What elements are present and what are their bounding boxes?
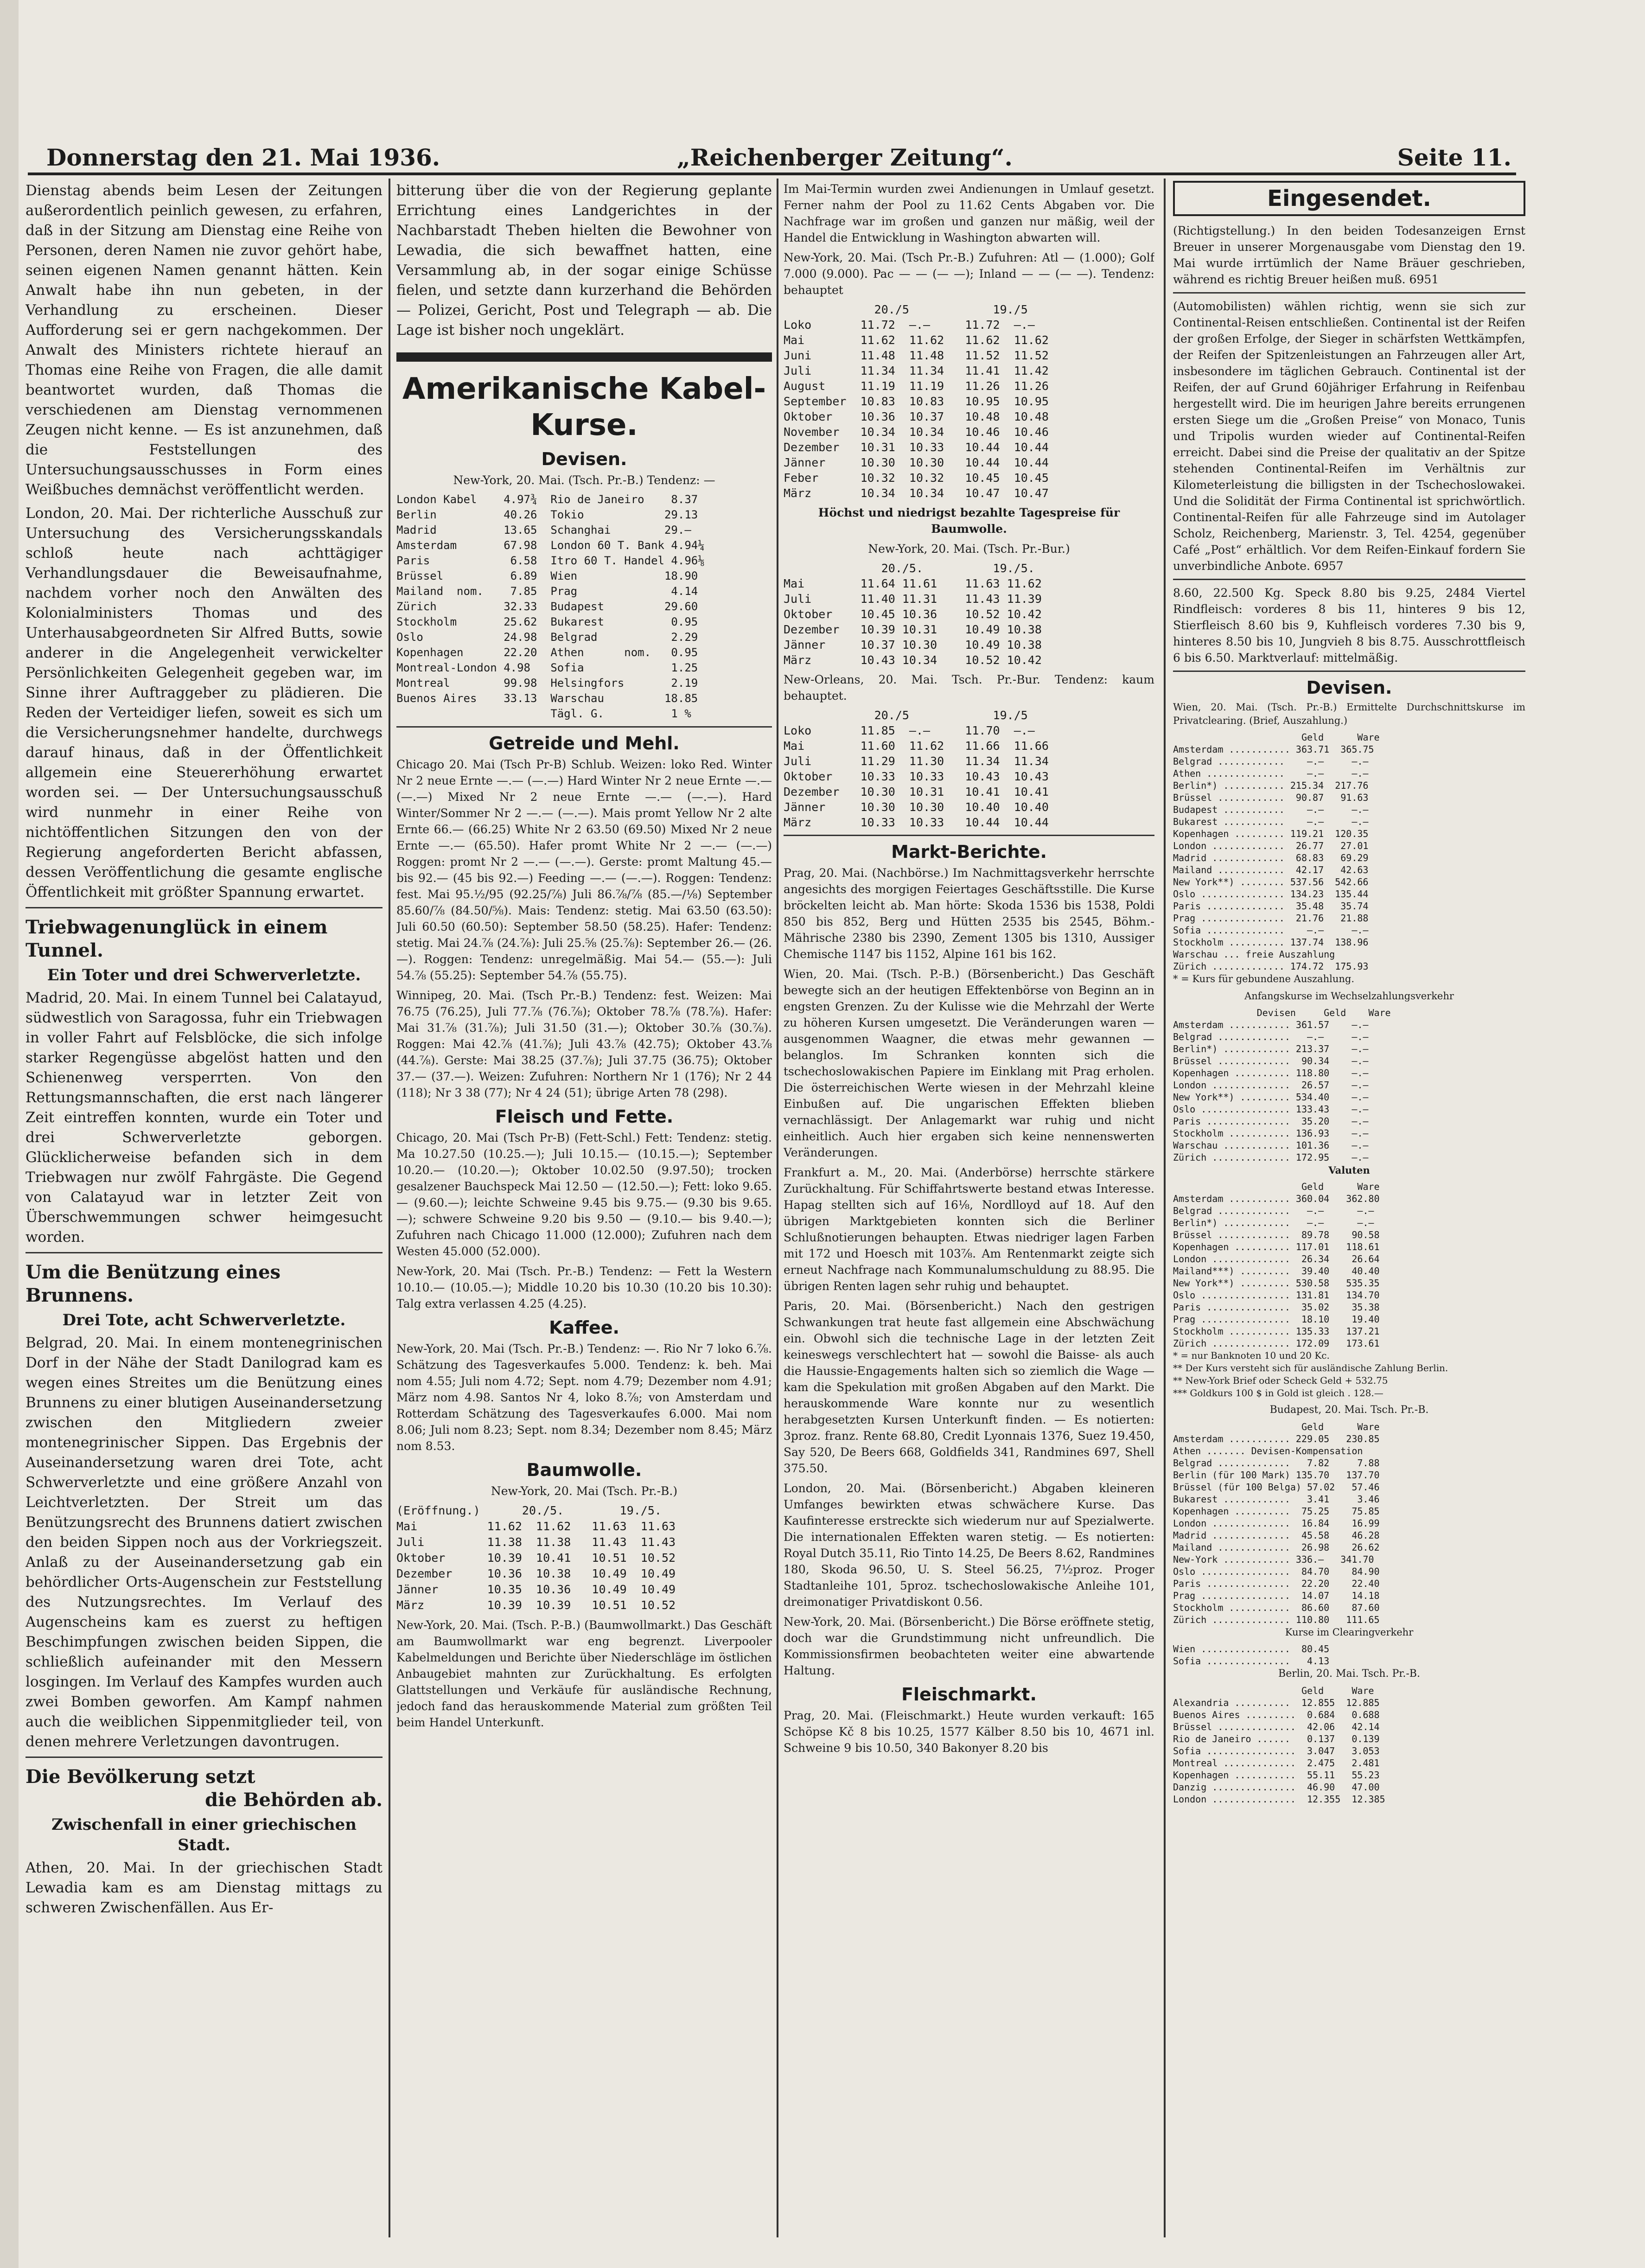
table-row: Zürich .............. 172.09 173.61 [1173, 1338, 1380, 1349]
table-row: Montreal 99.98 Helsingfors 2.19 [396, 677, 698, 690]
table-row: New York**) ........ 537.56 542.66 [1173, 876, 1369, 888]
table-row: London ............. 26.77 27.01 [1173, 840, 1369, 851]
table-row: Mailand ............. 26.98 26.62 [1173, 1542, 1380, 1553]
table-row: August 11.19 11.19 11.26 11.26 [784, 379, 1049, 393]
table-row: Mailand***) ......... 39.40 40.40 [1173, 1265, 1380, 1277]
baumwolle-heading: Baumwolle. [526, 1460, 642, 1480]
column-rule [1164, 179, 1166, 2237]
table-row: Montreal-London 4.98 Sofia 1.25 [396, 661, 698, 674]
column-1 [26, 181, 383, 2240]
valuten-heading: Valuten [1328, 1164, 1370, 1176]
orleans-table [784, 708, 1154, 830]
clearing-table [1173, 1643, 1525, 1667]
divider [1173, 292, 1525, 294]
table-row: Oktober 10.33 10.33 10.43 10.43 [784, 770, 1049, 783]
article-athen: Athen, 20. Mai. In der griechischen Stadt Lewadia kam es am Dienstag mittags zu schweren Zwischenfällen. Aus Er- [26, 1859, 383, 1916]
page-crease [0, 0, 19, 2268]
header-paper-title: „Reichenberger Zeitung“. [677, 144, 1013, 171]
table-row: Warschau ............ 101.36 —.— [1173, 1140, 1369, 1151]
baumwollmarkt-text: New-York, 20. Mai. (Tsch. P.-B.) (Baumwollmarkt.) Das Geschäft am Baumwollmarkt war eng begrenzt. Liverpooler Kabelmeldungen und Berichte über Niederschläge im östlichen Anbaugebiet mahnten zur Zurückhaltung. Es erfolgten Glattstellungen und Verkäufe für ausländische Rechnung, jedoch fand das herauskommende Material zum größten Teil beim Handel Unterkunft. [396, 1618, 772, 1729]
markt-frankfurt: Frankfurt a. M., 20. Mai. (Anderbörse) herrschte stärkere Zurückhaltung. Für Schiffahrtswerte bestand etwas Interesse. Hapag stellten sich auf 16⅛, Nordlloyd auf 18. Auf den übrigen Marktgebieten konnten sich die Berliner Schlußnotierungen behaupten. Etwas niedriger lagen Farben mit 172 und Hoesch mit 103⅞. Am Rentenmarkt zeigte sich erneut Nachfrage nach Kommunalumschuldung zu 88.95. Die übrigen Renten lagen sehr ruhig und behauptet. [784, 1166, 1154, 1293]
baumwolle-table [396, 1503, 772, 1613]
table-row: Mailand nom. 7.85 Prag 4.14 [396, 585, 698, 598]
subheadline-brunnen: Drei Tote, acht Schwerverletzte. [62, 1311, 346, 1329]
table-row: Paris ............... 35.20 —.— [1173, 1116, 1369, 1127]
table-row: Zürich .............. 110.80 111.65 [1173, 1614, 1380, 1625]
table-row: New York**) ......... 530.58 535.35 [1173, 1278, 1380, 1289]
kaffee-heading: Kaffee. [549, 1317, 619, 1338]
table-row: Dezember 10.36 10.38 10.49 10.49 [396, 1567, 676, 1580]
article-london: London, 20. Mai. Der richterliche Ausschuß zur Untersuchung des Versicherungsskandals schloß heute nach achttägiger Verhandlungsdauer die Beweisaufnahme, nachdem vorher noch den Anwälten des Kolonialministers Thomas und des Unterhausabgeordneten Sir Alfred Butts, sowie anderer in die Angelegenheit verwickelter Persönlichkeiten Gelegenheit gegeben war, im Sinne ihrer Auftraggeber zu plädieren. Die Reden der Verteidiger liefen, soweit es sich um die Versicherungsnehmer handelte, durchwegs darauf hinaus, daß in der Öffentlichkeit allgemein eine Steuererhöhung erwartet worden sei. — Der Untersuchungsausschuß wird nunmehr in einer Reihe von nichtöffentlichen Sitzungen den von der Regierung angeforderten Bericht abfassen, dessen Veröffentlichung die gesamte englische Öffentlichkeit mit größter Spannung erwartet. [26, 505, 383, 901]
table-row: Jänner 10.37 10.30 10.49 10.38 [784, 638, 1042, 652]
table-row: Athen ....... Devisen-Kompensation [1173, 1445, 1363, 1457]
table-row: Brüssel .............. 42.06 42.14 [1173, 1721, 1380, 1732]
table-row: Prag ............... 21.76 21.88 [1173, 913, 1369, 924]
table-row: London .............. 26.57 —.— [1173, 1080, 1369, 1091]
table-row: Stockholm .......... 137.74 138.96 [1173, 937, 1369, 948]
table-row: 20./5. 19./5. [784, 562, 1035, 575]
table-row: Dezember 10.31 10.33 10.44 10.44 [784, 441, 1049, 454]
table-row: Geld Ware [1173, 732, 1380, 743]
table-row: Kopenhagen 22.20 Athen nom. 0.95 [396, 646, 698, 659]
table-row: Berlin*) ............ —.— —.— [1173, 1217, 1374, 1228]
table-row: Prag ................ 18.10 19.40 [1173, 1314, 1380, 1325]
table-row: Buenos Aires 33.13 Warschau 18.85 [396, 692, 698, 705]
hoechst-table [784, 561, 1154, 668]
clearing-heading: Kurse im Clearingverkehr [1285, 1627, 1414, 1638]
table-row: Juli 11.29 11.30 11.34 11.34 [784, 754, 1049, 768]
table-row: Belgrad ............ —.— —.— [1173, 756, 1369, 767]
table-row: London Kabel 4.97¾ Rio de Janeiro 8.37 [396, 493, 698, 506]
table-row: Sofia ............... 4.13 [1173, 1655, 1330, 1667]
column-rule [777, 179, 778, 2237]
eingesendet-heading: Eingesendet. [1173, 181, 1525, 216]
table-row: Mai 11.62 11.62 11.63 11.63 [396, 1520, 676, 1533]
table-row: Buenos Aires ......... 0.684 0.688 [1173, 1709, 1380, 1720]
table-row: März 10.39 10.39 10.51 10.52 [396, 1598, 676, 1612]
markt-prag: Prag, 20. Mai. (Nachbörse.) Im Nachmittagsverkehr herrschte angesichts des morgigen Feiertages Geschäftsstille. Die Kurse bröckelten leicht ab. Man hörte: Skoda 1536 bis 1538, Poldi 850 bis 852, Berg und Hütten 2535 bis 2545, Böhm.-Mährische 2380 bis 2390, Zement 1305 bis 1310, Aussiger Chemische 1147 bis 1152, Alpine 161 bis 162. [784, 866, 1154, 961]
table-row: Athen .............. —.— —.— [1173, 768, 1369, 779]
budapest-heading: Budapest, 20. Mai. Tsch. Pr.-B. [1269, 1404, 1429, 1416]
table-row: Geld Ware [1173, 1685, 1374, 1696]
table-row: November 10.34 10.34 10.46 10.46 [784, 425, 1049, 439]
table-row: Brüssel ............ 90.87 91.63 [1173, 792, 1369, 803]
table-row: Madrid .............. 45.58 46.28 [1173, 1530, 1380, 1541]
divider [1173, 671, 1525, 672]
getreide-heading: Getreide und Mehl. [489, 733, 680, 754]
table-row: Juli 11.34 11.34 11.41 11.42 [784, 364, 1049, 377]
note-3: ** New-York Brief oder Scheck Geld + 532.75 [1173, 1375, 1388, 1386]
table-row: Brüssel ............. 90.34 —.— [1173, 1055, 1369, 1067]
table-row: Sofia .............. —.— —.— [1173, 925, 1369, 936]
table-row: London ............... 12.355 12.385 [1173, 1794, 1385, 1805]
headline-bevoelkerung-1: Die Bevölkerung setzt [26, 1766, 255, 1788]
table-row: Juni 11.48 11.48 11.52 11.52 [784, 349, 1049, 362]
table-row: New York**) ......... 534.40 —.— [1173, 1092, 1369, 1103]
table-row: Belgrad ............. —.— —.— [1173, 1205, 1374, 1216]
table-row: März 10.33 10.33 10.44 10.44 [784, 816, 1049, 829]
section-rule [396, 352, 772, 362]
hoechst-source: New-York, 20. Mai. (Tsch. Pr.-Bur.) [868, 542, 1070, 556]
table-row: Oktober 10.45 10.36 10.52 10.42 [784, 607, 1042, 621]
table-row: Berlin 40.26 Tokio 29.13 [396, 508, 698, 521]
article-madrid: Madrid, 20. Mai. In einem Tunnel bei Calatayud, südwestlich von Saragossa, fuhr ein Triebwagen in voller Fahrt auf Felsblöcke, die sich infolge starker Regengüsse abgelöst hatten und den Schienenweg versperrten. Von den Rettungsmannschaften, die erst nach längerer Zeit eintreffen konnten, wurde ein Toter und drei Schwerverletzte geborgen. Glücklicherweise befanden sich in dem Triebwagen nur zwölf Fahrgäste. Die Gegend von Calatayud war in letzter Zeit von Überschwemmungen schwer heimgesucht worden. [26, 990, 383, 1246]
table-row: Oslo ................ 133.43 —.— [1173, 1104, 1369, 1115]
table-row: Zürich .............. 172.95 —.— [1173, 1152, 1369, 1163]
kaffee-text: New-York, 20. Mai (Tsch. Pr.-B.) Tendenz: —. Rio Nr 7 loko 6.⅞. Schätzung des Tagesverkaufes 5.000. Tendenz: k. beh. Mai nom 4.55; Juli nom 4.72; Sept. nom 4.79; Dezember nom 4.91; März nom 4.98. Santos Nr 4, loko 8.⅞; von Amsterdam und Rotterdam Schätzung des Tagesverkaufes 6.000. Mai nom 8.06; Juli nom 8.23; Sept. nom 8.34; Dezember nom 8.45; März nom 8.53. [396, 1342, 772, 1453]
note-1: * = nur Banknoten 10 und 20 Kc. [1173, 1350, 1330, 1361]
table-row: Kopenhagen .......... 117.01 118.61 [1173, 1241, 1380, 1252]
table-row: Warschau ... freie Auszahlung [1173, 949, 1335, 960]
section-title-kabel-kurse: Amerikanische Kabel-Kurse. [402, 372, 766, 442]
headline-brunnen: Um die Benützung eines Brunnens. [26, 1261, 281, 1306]
table-row: Geld Ware [1173, 1181, 1380, 1192]
table-row: Jänner 10.35 10.36 10.49 10.49 [396, 1583, 676, 1596]
column-rule [389, 179, 390, 2237]
divider [396, 726, 772, 728]
table-row: Bukarest ........... —.— —.— [1173, 816, 1369, 827]
table-row: Loko 11.72 —.— 11.72 —.— [784, 318, 1035, 332]
table-row: Loko 11.85 —.— 11.70 —.— [784, 724, 1035, 737]
table-row: New-York ............ 336.— 341.70 [1173, 1554, 1374, 1565]
wien2-table [1173, 1007, 1525, 1163]
table-row: Brüssel ............. 89.78 90.58 [1173, 1229, 1380, 1240]
fleischmarkt-text: Prag, 20. Mai. (Fleischmarkt.) Heute wurden verkauft: 165 Schöpse Kč 8 bis 10.25, 1577 Kälber 8.50 bis 10, 4671 inl. Schweine 9 bis 10.50, 340 Bakonyer 8.20 bis [784, 1709, 1154, 1755]
berlin-heading: Berlin, 20. Mai. Tsch. Pr.-B. [1278, 1668, 1420, 1680]
table-row: Berlin*) ............ 213.37 —.— [1173, 1043, 1369, 1054]
table-row: Oslo ............... 134.23 135.44 [1173, 888, 1369, 900]
richtigstellung-text: (Richtigstellung.) In den beiden Todesanzeigen Ernst Breuer in unserer Morgenausgabe vom Dienstag den 19. Mai wurde irrtümlich der Name Bräuer geschrieben, während es richtig Breuer heißen muß. 6951 [1173, 224, 1525, 286]
column-2 [396, 181, 772, 2240]
table-row: Berlin*) ........... 215.34 217.76 [1173, 780, 1369, 791]
table-row: Oslo ................ 84.70 84.90 [1173, 1566, 1380, 1577]
table-row: Zürich 32.33 Budapest 29.60 [396, 600, 698, 613]
devisen-table [396, 492, 772, 722]
table-row: (Eröffnung.) 20./5. 19./5. [396, 1504, 662, 1517]
headline-bevoelkerung-2: die Behörden ab. [205, 1789, 383, 1811]
table-row: Wien ................ 80.45 [1173, 1643, 1330, 1655]
baumwolle-ny-zufuhren: New-York, 20. Mai. (Tsch Pr.-B.) Zufuhren: Atl — (1.000); Golf 7.000 (9.000). Pac — — (— —); Inland — — (— —). Tendenz: behauptet [784, 251, 1154, 297]
devisen-heading: Devisen. [541, 449, 627, 469]
table-row: Oktober 10.39 10.41 10.51 10.52 [396, 1551, 676, 1565]
valuten-table [1173, 1181, 1525, 1349]
headline-tunnel: Triebwagenunglück in einem Tunnel. [26, 916, 328, 961]
table-row: Devisen Geld Ware [1173, 1007, 1391, 1018]
table-row: Paris .............. 35.48 35.74 [1173, 901, 1369, 912]
divider [784, 835, 1154, 836]
budapest-table [1173, 1421, 1525, 1626]
baumwolle-continuation: Im Mai-Termin wurden zwei Andienungen in Umlauf gesetzt. Ferner nahm der Pool zu 11.62 Cents Abgaben vor. Die Nachfrage war im großen und ganzen nur mäßig, weil der Handel die Entwicklung in Washington abwarten will. [784, 182, 1154, 244]
table-row: Montreal ............. 2.475 2.481 [1173, 1757, 1380, 1769]
table-row: Mai 11.60 11.62 11.66 11.66 [784, 739, 1049, 753]
column-3 [784, 181, 1154, 2240]
article-continuation: Dienstag abends beim Lesen der Zeitungen außerordentlich peinlich gewesen, zu erfahren, daß in der Sitzung am Dienstag eine Reihe von Personen, deren Namen nie zuvor gehört habe, seinen eigenen Namen genannt hätten. Kein Anwalt habe ihn nun gebeten, in der Verhandlung zu erscheinen. Dieser Aufforderung sei er gern nachgekommen. Der Anwalt des Ministers richtete hierauf an Thomas eine Reihe von Fragen, die alle damit beantwortet wurden, daß Thomas die verschiedenen am Dienstag vernommenen Zeugen nicht kenne. — Es ist anzunehmen, daß die Feststellungen des Untersuchungsausschusses in Form eines Weißbuches demnächst veröffentlicht werden. [26, 182, 383, 498]
table-row: Kopenhagen .......... 75.25 75.85 [1173, 1506, 1380, 1517]
winnipeg-text: Winnipeg, 20. Mai. (Tsch Pr.-B.) Tendenz: fest. Weizen: Mai 76.75 (76.25), Juli 77.⅞ (76.⅞); Oktober 78.⅞ (78.⅞). Hafer: Mai 31.⅞ (31.⅞); Juli 31.50 (31.—); Oktober 30.⅞ (30.⅞). Roggen: Mai 42.⅞ (41.⅞); Juli 43.⅞ (42.75); Oktober 43.⅞ (44.⅞). Gerste: Mai 38.25 (37.⅞); Juli 37.75 (36.75); Oktober 37.— (37.—). Weizen: Zufuhren: Northern Nr 1 (176); Nr 2 44 (118); Nr 3 38 (77); Nr 4 24 (51); übrige Arten 78 (298). [396, 989, 772, 1099]
table-row: Jänner 10.30 10.30 10.40 10.40 [784, 800, 1049, 814]
devisen-source: New-York, 20. Mai. (Tsch. Pr.-B.) Tendenz: — [453, 473, 715, 487]
table-row: Mai 11.62 11.62 11.62 11.62 [784, 333, 1049, 347]
table-row: London .............. 16.84 16.99 [1173, 1518, 1380, 1529]
header-rule [28, 172, 1516, 175]
table-row: Stockholm ........... 136.93 —.— [1173, 1128, 1369, 1139]
table-row: Stockholm ........... 135.33 137.21 [1173, 1326, 1380, 1337]
table-row: März 10.43 10.34 10.52 10.42 [784, 653, 1042, 667]
table-row: Madrid 13.65 Schanghai 29.— [396, 524, 691, 537]
table-row: Madrid ............. 68.83 69.29 [1173, 852, 1369, 863]
divider [1173, 579, 1525, 580]
table-row: Berlin (für 100 Mark) 135.70 137.70 [1173, 1469, 1380, 1481]
fleischmarkt-heading: Fleischmarkt. [901, 1684, 1037, 1705]
fleisch-ny-text: New-York, 20. Mai (Tsch. Pr.-B.) Tendenz: — Fett la Western 10.10.— (10.05.—); Middle 10.20 bis 10.30 (10.20 bis 10.30): Talg extra verlassen 4.25 (4.25). [396, 1265, 772, 1310]
hoechst-heading: Höchst und niedrigst bezahlte Tagespreise für Baumwolle. [818, 506, 1120, 536]
table-row: Belgrad ............. 7.82 7.88 [1173, 1457, 1380, 1469]
divider [26, 1757, 383, 1758]
table-row: Oslo ................ 131.81 134.70 [1173, 1290, 1380, 1301]
markt-wien: Wien, 20. Mai. (Tsch. P.-B.) (Börsenbericht.) Das Geschäft bewegte sich an der heutigen Effektenbörse von Beginn an in engsten Grenzen. Zu der Kulisse wie die Mehrzahl der Werte zu höheren Kursen umgesetzt. Die Veränderungen waren — ausgenommen Waagner, die etwas mehr gewannen — belanglos. Im Schranken konnten sich die tschechoslowakischen Papiere im Einklang mit Prag erholen. Die österreichischen Werte wiesen in der Mehrzahl kleine Einbußen auf. Die ungarischen Effekten blieben vernachlässigt. Der Anlagemarkt war ruhig und nicht einheitlich. Auch hier ergaben sich keine nennenswerten Veränderungen. [784, 967, 1154, 1159]
table-row: Zürich ............. 174.72 175.93 [1173, 961, 1369, 972]
header-page-number: Seite 11. [1397, 144, 1511, 171]
table-row: Brüssel 6.89 Wien 18.90 [396, 569, 698, 582]
table-row: Brüssel (für 100 Belga) 57.02 57.46 [1173, 1482, 1380, 1493]
table-row: Tägl. G. 1 % [396, 707, 691, 720]
note-4: *** Goldkurs 100 $ in Gold ist gleich . 128.— [1173, 1387, 1384, 1399]
berlin-table [1173, 1685, 1525, 1805]
table-row: Bukarest ............ 3.41 3.46 [1173, 1494, 1380, 1505]
baumwolle-ny-table [784, 302, 1154, 501]
wien2-heading: Anfangskurse im Wechselzahlungsverkehr [1244, 990, 1454, 1002]
getreide-text: Chicago 20. Mai (Tsch Pr-B) Schlub. Weizen: loko Red. Winter Nr 2 neue Ernte —.— (—.—) Hard Winter Nr 2 neue Ernte —.— (—.—) Mixed Nr 2 neue Ernte —.— (—.—). Hard Winter/Sommer Nr 2 —.— (—.—). Mais promt Yellow Nr 2 alte Ernte 66.— (66.25) White Nr 2 63.50 (69.50) Mixed Nr 2 neue Ernte —.— (65.50). Hafer promt White Nr 2 —.— (—.—) Roggen: promt Nr 2 —.— (—.—). Gerste: promt Maltung 45.— bis 92.— (45 bis 92.—) Feeding —.— (—.—). Roggen: Tendenz: fest. Mai 95.½/95 (92.25/⅞) Juli 86.⅞/⅞ (85.—/⅛) September 85.60/⅞ (84.50/⅝). Mais: Tendenz: stetig. Mai 63.50 (63.50): Juli 60.50 (60.50): September 58.50 (58.25). Hafer: Tendenz: stetig. Mai 24.⅞ (24.⅞): Juli 25.⅝ (25.⅞): September 26.— (26.—). Roggen: Tendenz: unregelmäßig. Mai 54.— (55.—): Juli 54.⅞ (55.25): September 54.⅞ (55.75). [396, 758, 772, 982]
orleans-text: New-Orleans, 20. Mai. Tsch. Pr.-Bur. Tendenz: kaum behauptet. [784, 673, 1154, 703]
table-row: Kopenhagen ......... 119.21 120.35 [1173, 828, 1369, 839]
markt-london: London, 20. Mai. (Börsenbericht.) Abgaben kleineren Umfanges bewirkten etwas schwächere Kurse. Das Kaufinteresse erstreckte sich wiederum nur auf Spezialwerte. Die internationalen Effekten waren stetig. — Es notierten: Royal Dutch 35.11, Rio Tinto 14.25, De Beers 8.62, Randmines 180, Skoda 96.50, U. S. Steel 56.25, 7½proz. Proger Stadtanleihe 101, 5proz. tschechoslowakische Anleihe 101, dreimonatiger Privatdiskont 0.56. [784, 1482, 1154, 1609]
table-row: Kopenhagen ........... 55.11 55.23 [1173, 1770, 1380, 1781]
devisen-heading-2: Devisen. [1306, 677, 1392, 698]
wien-note: * = Kurs für gebundene Auszahlung. [1173, 973, 1355, 984]
table-row: Danzig ............... 46.90 47.00 [1173, 1782, 1380, 1793]
table-row: Rio de Janeiro ...... 0.137 0.139 [1173, 1733, 1380, 1744]
table-row: Budapest ........... —.— —.— [1173, 804, 1369, 815]
article-athen-continuation: bitterung über die von der Regierung geplante Errichtung eines Landgerichtes in der Nachbarstadt Theben hielten die Bewohner von Lewadia, die sich bewaffnet hatten, eine Versammlung ab, in der sogar einige Schüsse fielen, und setzte dann kurzerhand die Behörden — Polizei, Gericht, Post und Telegraph — ab. Die Lage ist bisher noch ungeklärt. [396, 182, 772, 339]
table-row: Amsterdam 67.98 London 60 T. Bank 4.94¼ [396, 539, 705, 552]
subheadline-bevoelkerung: Zwischenfall in einer griechischen Stadt. [51, 1815, 357, 1854]
markt-newyork: New-York, 20. Mai. (Börsenbericht.) Die Börse eröffnete stetig, doch war die Grundstimmung nicht unfreundlich. Die Kommissionsfirmen beobachteten weiter eine abwartende Haltung. [784, 1615, 1154, 1677]
table-row: Feber 10.32 10.32 10.45 10.45 [784, 471, 1049, 485]
header-date: Donnerstag den 21. Mai 1936. [46, 144, 440, 171]
table-row: Mai 11.64 11.61 11.63 11.62 [784, 577, 1042, 590]
table-row: Prag ................ 14.07 14.18 [1173, 1590, 1380, 1601]
article-belgrad: Belgrad, 20. Mai. In einem montenegrinischen Dorf in der Nähe der Stadt Danilograd kam es wegen eines Streites um die Benützung eines Brunnens zu einer blutigen Auseinandersetzung zwischen den Mitgliedern zweier montenegrinischer Sippen. Das Ergebnis der Auseinandersetzung waren drei Tote, acht Schwerverletzte und eine größere Anzahl von Leichtverletzten. Der Streit um das Benützungsrecht des Brunnens datiert zwischen den beiden Sippen noch aus der Vorkriegszeit. Anlaß zu der Auseinandersetzung gab ein behördlicher Orts-Augenschein zur Feststellung des Nutzungsrechtes. Im Verlauf des Augenscheins kam es zuerst zu heftigen Beschimpfungen zwischen beiden Sippen, die schließlich aufeinander mit den Messern losgingen. Im Verlauf des Kampfes wurden auch zwei Bomben geworfen. Am Kampf nahmen auch die weiblichen Sippenmitglieder teil, von denen mehrere Verletzungen davontrugen. [26, 1335, 383, 1750]
subheadline-tunnel: Ein Toter und drei Schwerverletzte. [47, 966, 361, 984]
table-row: Kopenhagen .......... 118.80 —.— [1173, 1067, 1369, 1079]
table-row: Amsterdam ........... 361.57 —.— [1173, 1019, 1369, 1030]
table-row: Amsterdam ........... 363.71 365.75 [1173, 744, 1374, 755]
table-row: Amsterdam ........... 229.05 230.85 [1173, 1433, 1380, 1444]
table-row: März 10.34 10.34 10.47 10.47 [784, 486, 1049, 500]
note-2: ** Der Kurs versteht sich für ausländische Zahlung Berlin. [1173, 1362, 1448, 1374]
baumwolle-source: New-York, 20. Mai (Tsch. Pr.-B.) [491, 1484, 678, 1498]
table-row: Paris 6.58 Itro 60 T. Handel 4.96⅛ [396, 554, 705, 567]
table-row: Paris ............... 22.20 22.40 [1173, 1578, 1380, 1589]
fleisch-text: Chicago, 20. Mai (Tsch Pr-B) (Fett-Schl.) Fett: Tendenz: stetig. Ma 10.27.50 (10.25.—); Juli 10.15.— (10.15.—); September 10.20.— (10.20.—); Oktober 10.02.50 (9.97.50); trocken gesalzener Bauchspeck Mai 12.50 — (12.50.—); Fett: loko 9.65.— (9.60.—); leichte Schweine 9.45 bis 9.75.— (9.30 bis 9.65.—); schwere Schweine 9.20 bis 9.50 — (9.10.— bis 9.40.—); Zufuhren nach Chicago 11.000 (12.000); Zufuhren nach dem Westen 45.000 (52.000). [396, 1131, 772, 1258]
table-row: September 10.83 10.83 10.95 10.95 [784, 395, 1049, 408]
fleisch-heading: Fleisch und Fette. [495, 1106, 674, 1127]
wien-table [1173, 731, 1525, 972]
table-row: Juli 11.38 11.38 11.43 11.43 [396, 1535, 676, 1549]
table-row: Alexandria .......... 12.855 12.885 [1173, 1697, 1380, 1708]
divider [26, 907, 383, 908]
table-row: Sofia ................ 3.047 3.053 [1173, 1745, 1380, 1757]
table-row: London .............. 26.34 26.64 [1173, 1253, 1380, 1265]
table-row: Stockholm ........... 86.60 87.60 [1173, 1602, 1380, 1613]
wien-source: Wien, 20. Mai. (Tsch. Pr.-B.) Ermittelte Durchschnittskurse im Privatclearing. (Brief, Auszahlung.) [1173, 702, 1525, 726]
table-row: Paris ............... 35.02 35.38 [1173, 1302, 1380, 1313]
table-row: 20./5 19./5 [784, 303, 1028, 316]
table-row: Oktober 10.36 10.37 10.48 10.48 [784, 410, 1049, 423]
table-row: Geld Ware [1173, 1421, 1380, 1432]
automobilisten-text: (Automobilisten) wählen richtig, wenn sie sich zur Continental-Reisen entschließen. Continental ist der Reifen der großen Erfolge, der Sieger in schärfsten Wettkämpfen, der Reifen der Spitzenleistungen an Fahrzeugen aller Art, insbesondere im täglichen Gebrauch. Continental ist der Reifen, der auf Grund 60jähriger Erfahrung in Reifenbau hergestellt wird. Die im heurigen Jahre bereits errungenen ersten Siege um die „Großen Preise“ von Monaco, Tunis und Tripolis wurden wieder auf Continental-Reifen erreicht. Dabei sind die Preise der qualitativ an der Spitze stehenden Continental-Reifen im Verhältnis zur Kilometerleistung die billigsten in der Tschechoslowakei. Und die Solidität der Firma Continental ist sprichwörtlich. Continental-Reifen für alle Fahrzeuge sind im Autolager Scholz, Reichenberg, Marienstr. 3, Tel. 4254, gegenüber Café „Post“ erhältlich. Vor dem Reifen-Einkauf fordern Sie unverbindliche Anbote. 6957 [1173, 300, 1525, 573]
table-row: Jänner 10.30 10.30 10.44 10.44 [784, 456, 1049, 469]
table-row: Oslo 24.98 Belgrad 2.29 [396, 631, 698, 644]
table-row: Mailand ............ 42.17 42.63 [1173, 864, 1369, 875]
page-header [46, 139, 1511, 176]
fleischmarkt-continuation: 8.60, 22.500 Kg. Speck 8.80 bis 9.25, 2484 Viertel Rindfleisch: vorderes 8 bis 11, hinteres 9 bis 12, Stierfleisch 8.60 bis 9, Kuhfleisch vorderes 7.30 bis 9, hinteres 8.50 bis 10, Jungvieh 8 bis 8.75. Ausschrottfleisch 6 bis 6.50. Marktverlauf: mittelmäßig. [1173, 586, 1525, 664]
marktberichte-heading: Markt-Berichte. [891, 842, 1047, 862]
table-row: Belgrad ............. —.— —.— [1173, 1031, 1369, 1042]
markt-paris: Paris, 20. Mai. (Börsenbericht.) Nach den gestrigen Schwankungen trat heute fast allgemein eine Abschwächung ein. Obwohl sich die technische Lage in der letzten Zeit keineswegs verschlechtert hat — sowohl die Baisse- als auch die Haussie-Engagements halten sich so ziemlich die Wage — kam die Spekulation mit großen Abgaben auf den Markt. Die herauskommende Ware konnte nur zu wesentlich herabgesetzten Kursen Unterkunft finden. — Es notierten: 3proz. franz. Rente 68.80, Credit Lyonnais 1376, Suez 19.450, Say 520, De Beers 668, Goldfields 341, Randmines 697, Shell 375.50. [784, 1299, 1154, 1475]
table-row: Juli 11.40 11.31 11.43 11.39 [784, 592, 1042, 606]
table-row: Dezember 10.39 10.31 10.49 10.38 [784, 623, 1042, 636]
table-row: Stockholm 25.62 Bukarest 0.95 [396, 615, 698, 628]
table-row: Amsterdam ........... 360.04 362.80 [1173, 1193, 1380, 1204]
divider [26, 1252, 383, 1253]
column-4 [1173, 181, 1525, 2240]
table-row: Dezember 10.30 10.31 10.41 10.41 [784, 785, 1049, 799]
table-row: 20./5 19./5 [784, 709, 1028, 722]
